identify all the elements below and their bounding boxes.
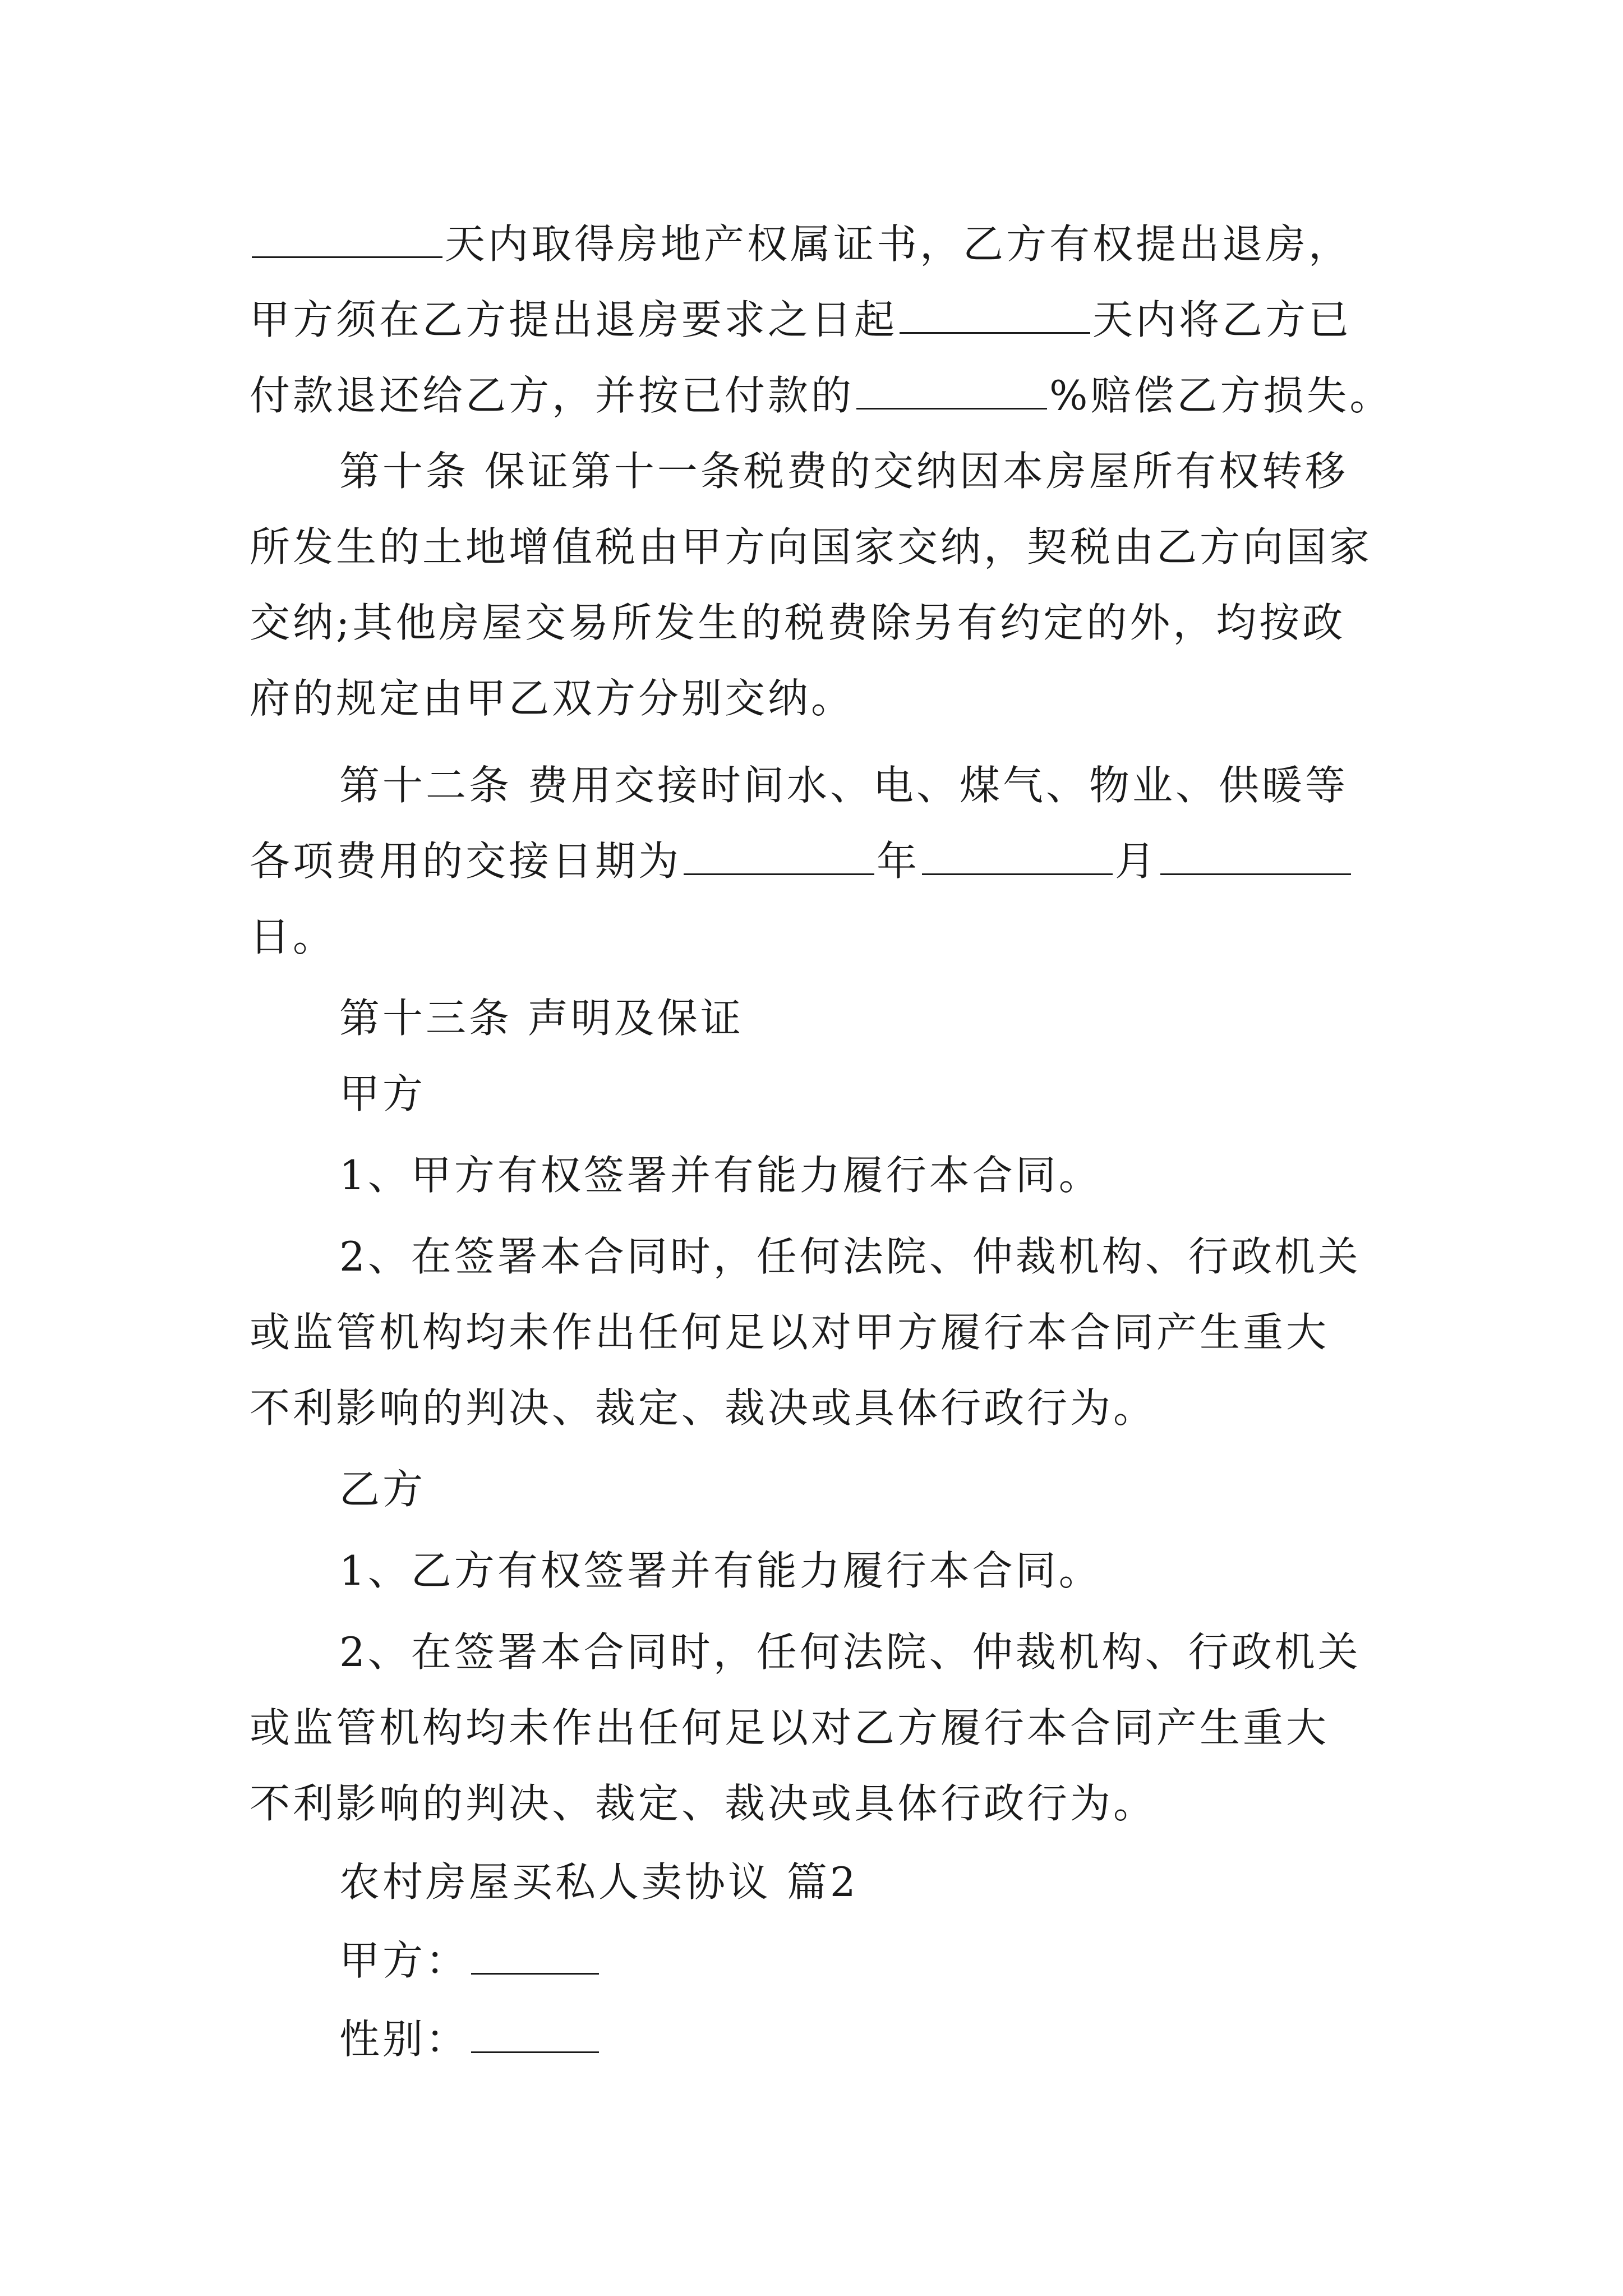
text-line: 所发生的土地增值税由甲方向国家交纳，契税由乙方向国家	[250, 523, 1373, 570]
text-line: 府的规定由甲乙双方分别交纳。	[250, 675, 855, 722]
list-item: 2、在签署本合同时，任何法院、仲裁机构、行政机关	[339, 1233, 1361, 1280]
text-line: 或监管机构均未作出任何足以对乙方履行本合同产生重大	[250, 1704, 1330, 1751]
month-blank	[922, 838, 1113, 875]
text-line: 付款退还给乙方，并按已付款的 %赔偿乙方损失。	[250, 372, 1393, 419]
party-a-heading: 甲方	[339, 1070, 426, 1117]
text-line: 天内取得房地产权属证书，乙方有权提出退房，	[250, 208, 1352, 280]
fill-in-blank	[856, 372, 1047, 409]
party-a-field: 甲方：	[339, 1924, 601, 1997]
section-title: 农村房屋买私人卖协议 篇2	[339, 1858, 859, 1906]
fill-in-blank	[252, 220, 442, 258]
text-line: 不利影响的判决、裁定、裁决或具体行政行为。	[250, 1780, 1157, 1827]
list-item: 1、甲方有权签署并有能力履行本合同。	[339, 1152, 1102, 1199]
article-13-heading: 第十三条 声明及保证	[339, 995, 744, 1042]
year-blank	[684, 838, 874, 875]
gender-blank	[471, 2016, 599, 2053]
text-line: 不利影响的判决、裁定、裁决或具体行政行为。	[250, 1384, 1157, 1432]
list-item: 2、在签署本合同时，任何法院、仲裁机构、行政机关	[339, 1628, 1361, 1676]
article-12-heading: 第十二条 费用交接时间水、电、煤气、物业、供暖等	[339, 762, 1348, 809]
day-blank	[1160, 838, 1351, 875]
fill-in-blank	[900, 296, 1090, 334]
party-b-heading: 乙方	[339, 1466, 426, 1513]
list-item: 1、乙方有权签署并有能力履行本合同。	[339, 1547, 1102, 1594]
text-line: 或监管机构均未作出任何足以对甲方履行本合同产生重大	[250, 1309, 1330, 1356]
gender-field: 性别：	[339, 2003, 601, 2076]
text-line: 交纳;其他房屋交易所发生的税费除另有约定的外，均按政	[250, 599, 1346, 646]
text-line: 各项费用的交接日期为 年 月	[250, 825, 1353, 898]
text-line: 甲方须在乙方提出退房要求之日起 天内将乙方已	[250, 296, 1352, 343]
text-line: 日。	[250, 913, 336, 960]
party-a-blank	[471, 1937, 599, 1975]
article-10-heading: 第十条 保证第十一条税费的交纳因本房屋所有权转移	[339, 448, 1348, 495]
